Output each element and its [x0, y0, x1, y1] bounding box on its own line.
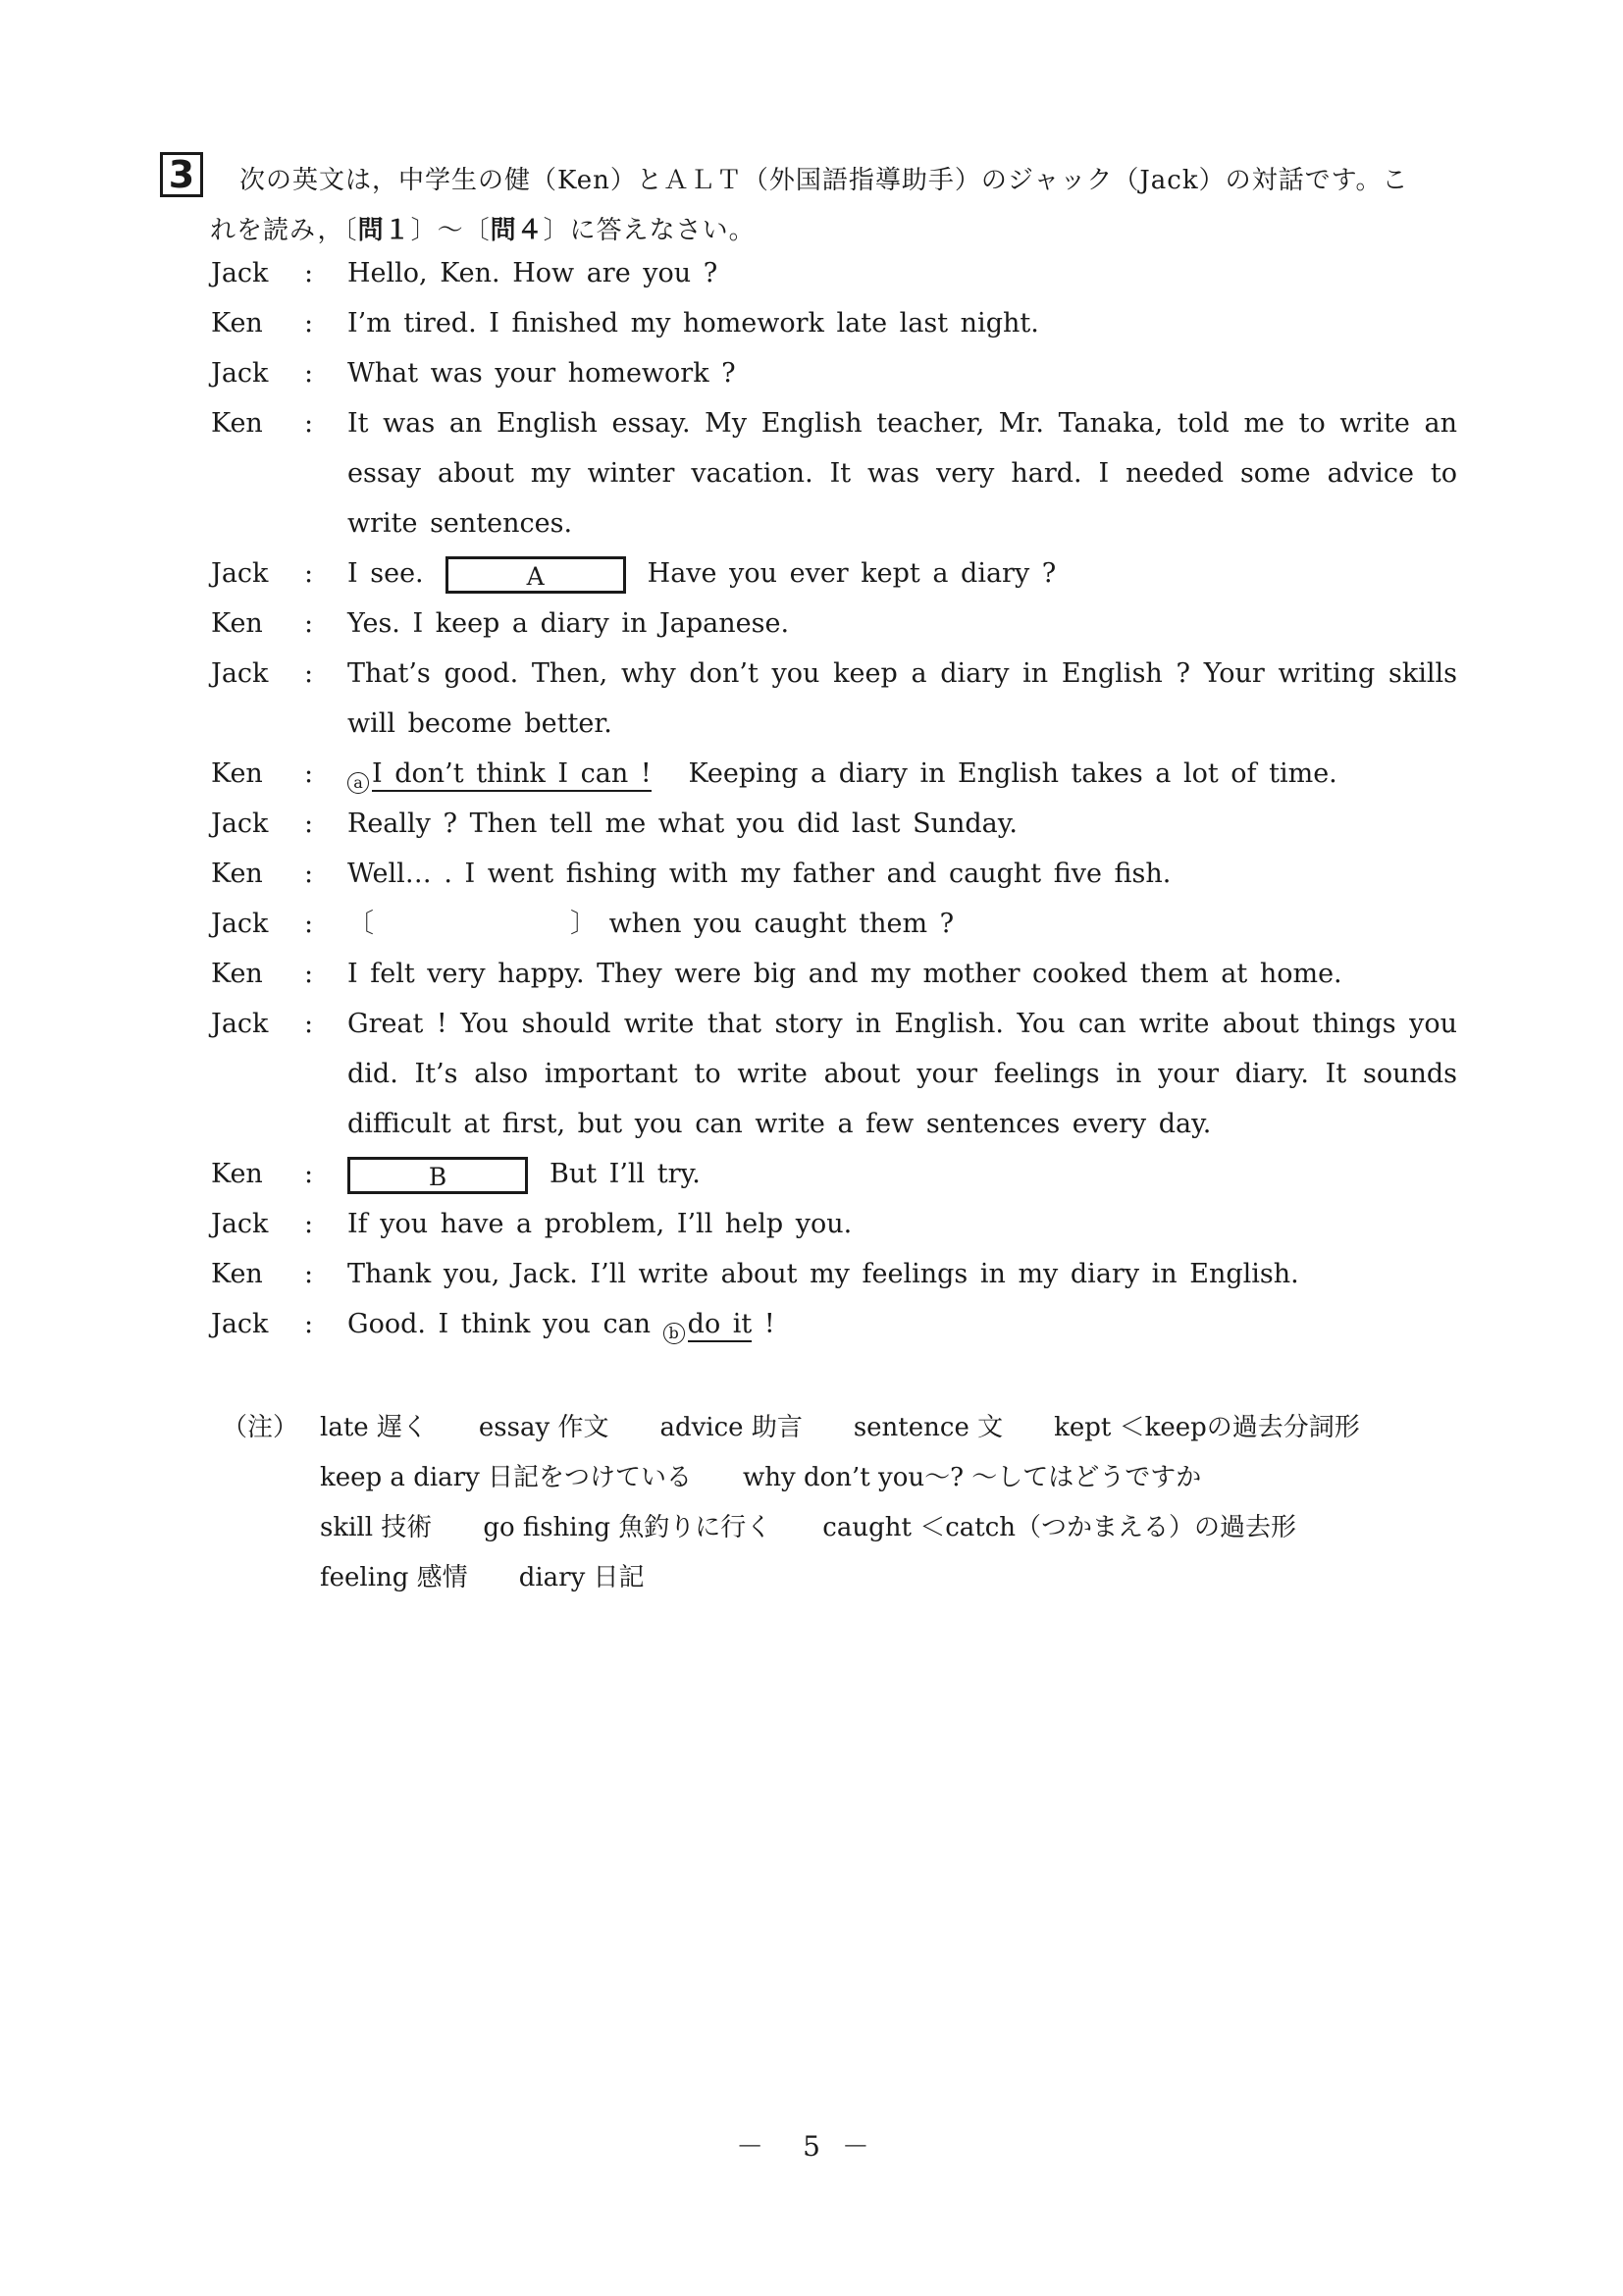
colon: :	[304, 1009, 314, 1039]
colon: :	[304, 308, 314, 339]
q4-label: 問４	[490, 216, 544, 245]
note-item: skill 技術	[320, 1513, 433, 1542]
dialog-line	[211, 1149, 1457, 1199]
speaker: Jack	[211, 1209, 269, 1239]
colon: :	[304, 408, 314, 439]
speaker: Ken	[211, 408, 263, 439]
note-item: advice 助言	[659, 1413, 803, 1442]
close-bracket: 〕	[570, 909, 597, 939]
colon: :	[304, 758, 314, 789]
speaker: Jack	[211, 809, 269, 839]
colon: :	[304, 358, 314, 389]
speaker: Ken	[211, 859, 263, 889]
speaker: Ken	[211, 959, 263, 989]
blank-box-b: B	[347, 1157, 528, 1194]
intro-line-1: 次の英文は，中学生の健（Ken）とＡＬＴ（外国語指導助手）のジャック（Jack）の対話です。こ	[239, 166, 1409, 195]
utterance: I’m tired. I finished my homework late last night.	[347, 308, 1039, 339]
utterance: What was your homework ?	[347, 358, 736, 389]
speaker: Jack	[211, 558, 269, 589]
notes-line	[222, 1503, 1411, 1553]
dialog-line	[211, 398, 1457, 548]
note-item: keep a diary 日記をつけている	[320, 1463, 693, 1492]
utterance: Hello, Ken. How are you ?	[347, 258, 718, 288]
dialog-line	[211, 949, 1457, 999]
utterance: Yes. I keep a diary in Japanese.	[347, 608, 790, 639]
dialog-line	[211, 999, 1457, 1149]
question-number-box: 3	[160, 152, 203, 197]
dialog-line	[211, 548, 1457, 599]
speaker: Jack	[211, 258, 269, 288]
utterance: Thank you, Jack. I’ll write about my feelings in my diary in English.	[347, 1259, 1299, 1289]
notes-line	[222, 1403, 1411, 1453]
colon: :	[304, 1159, 314, 1189]
utterance: I felt very happy. They were big and my mother cooked them at home.	[347, 959, 1342, 989]
utterance: That’s good. Then, why don’t you keep a diary in English ? Your writing skills will become better.	[347, 658, 1457, 739]
note-item: feeling 感情	[320, 1563, 468, 1592]
vocabulary-notes	[222, 1403, 1411, 1603]
dialog-line	[211, 248, 1457, 298]
note-item: essay 作文	[478, 1413, 609, 1442]
underlined-phrase-b: do it	[688, 1309, 753, 1342]
note-item: kept ＜keepの過去分詞形	[1054, 1413, 1360, 1442]
dialog-line	[211, 599, 1457, 649]
note-item: go fishing 魚釣りに行く	[483, 1513, 772, 1542]
circled-mark-a: a	[347, 772, 369, 794]
dialog-line	[211, 899, 1457, 949]
dialog-line	[211, 799, 1457, 849]
utterance: 〔 〕 when you caught them ?	[347, 909, 955, 939]
speaker: Jack	[211, 658, 269, 689]
utterance: B But I’ll try.	[347, 1149, 1457, 1199]
open-bracket: 〔	[347, 909, 374, 939]
utterance: If you have a problem, I’ll help you.	[347, 1209, 853, 1239]
note-item: why don’t you～? ～してはどうですか	[743, 1463, 1202, 1492]
colon: :	[304, 1259, 314, 1289]
speaker: Jack	[211, 1009, 269, 1039]
utterance: Good. I think you can b do it !	[347, 1309, 775, 1342]
utterance: Great ! You should write that story in English. You can write about things you did. It’s also important to write about your feelings in your diary. It sounds difficult at first, but you can write a few sentences every day.	[347, 1009, 1457, 1139]
colon: :	[304, 658, 314, 689]
speaker: Jack	[211, 358, 269, 389]
speaker: Ken	[211, 1259, 263, 1289]
notes-label: （注）	[222, 1413, 299, 1442]
colon: :	[304, 258, 314, 288]
blank-box-a: A	[445, 556, 626, 594]
speaker: Ken	[211, 758, 263, 789]
dialog-line	[211, 1299, 1457, 1349]
colon: :	[304, 809, 314, 839]
intro-line-2: れを読み，〔問１〕～〔問４〕に答えなさい。	[210, 216, 756, 245]
speaker: Jack	[211, 1309, 269, 1339]
colon: :	[304, 909, 314, 939]
note-item: diary 日記	[518, 1563, 645, 1592]
utterance: I see. A Have you ever kept a diary ?	[347, 548, 1457, 599]
colon: :	[304, 608, 314, 639]
underlined-phrase-a: I don’t think I can !	[372, 758, 652, 792]
utterance: a I don’t think I can ! Keeping a diary in English takes a lot of time.	[347, 749, 1457, 799]
colon: :	[304, 1209, 314, 1239]
notes-line	[222, 1453, 1411, 1503]
speaker: Ken	[211, 608, 263, 639]
colon: :	[304, 558, 314, 589]
colon: :	[304, 859, 314, 889]
speaker: Jack	[211, 909, 269, 939]
q1-label: 問１	[357, 216, 411, 245]
speaker: Ken	[211, 308, 263, 339]
page-number: － 5 －	[736, 2130, 887, 2163]
dialog-line	[211, 849, 1457, 899]
note-item: sentence 文	[853, 1413, 1004, 1442]
dialog-line	[211, 1199, 1457, 1249]
utterance: Really ? Then tell me what you did last Sunday.	[347, 809, 1018, 839]
utterance: Well… . I went fishing with my father and caught five fish.	[347, 859, 1172, 889]
note-item: late 遅く	[320, 1413, 428, 1442]
dialog-line	[211, 348, 1457, 398]
utterance: It was an English essay. My English teacher, Mr. Tanaka, told me to write an essay about my winter vacation. It was very hard. I needed some advice to write sentences.	[347, 408, 1457, 539]
dialog-line	[211, 1249, 1457, 1299]
speaker: Ken	[211, 1159, 263, 1189]
colon: :	[304, 959, 314, 989]
dialog-line	[211, 649, 1457, 749]
note-item: caught ＜catch（つかまえる）の過去形	[822, 1513, 1297, 1542]
dialog-line	[211, 298, 1457, 348]
colon: :	[304, 1309, 314, 1339]
notes-line	[222, 1553, 1411, 1603]
circled-mark-b: b	[663, 1323, 685, 1344]
question-instructions	[210, 156, 1456, 256]
dialog	[211, 248, 1457, 1349]
dialog-line	[211, 749, 1457, 799]
